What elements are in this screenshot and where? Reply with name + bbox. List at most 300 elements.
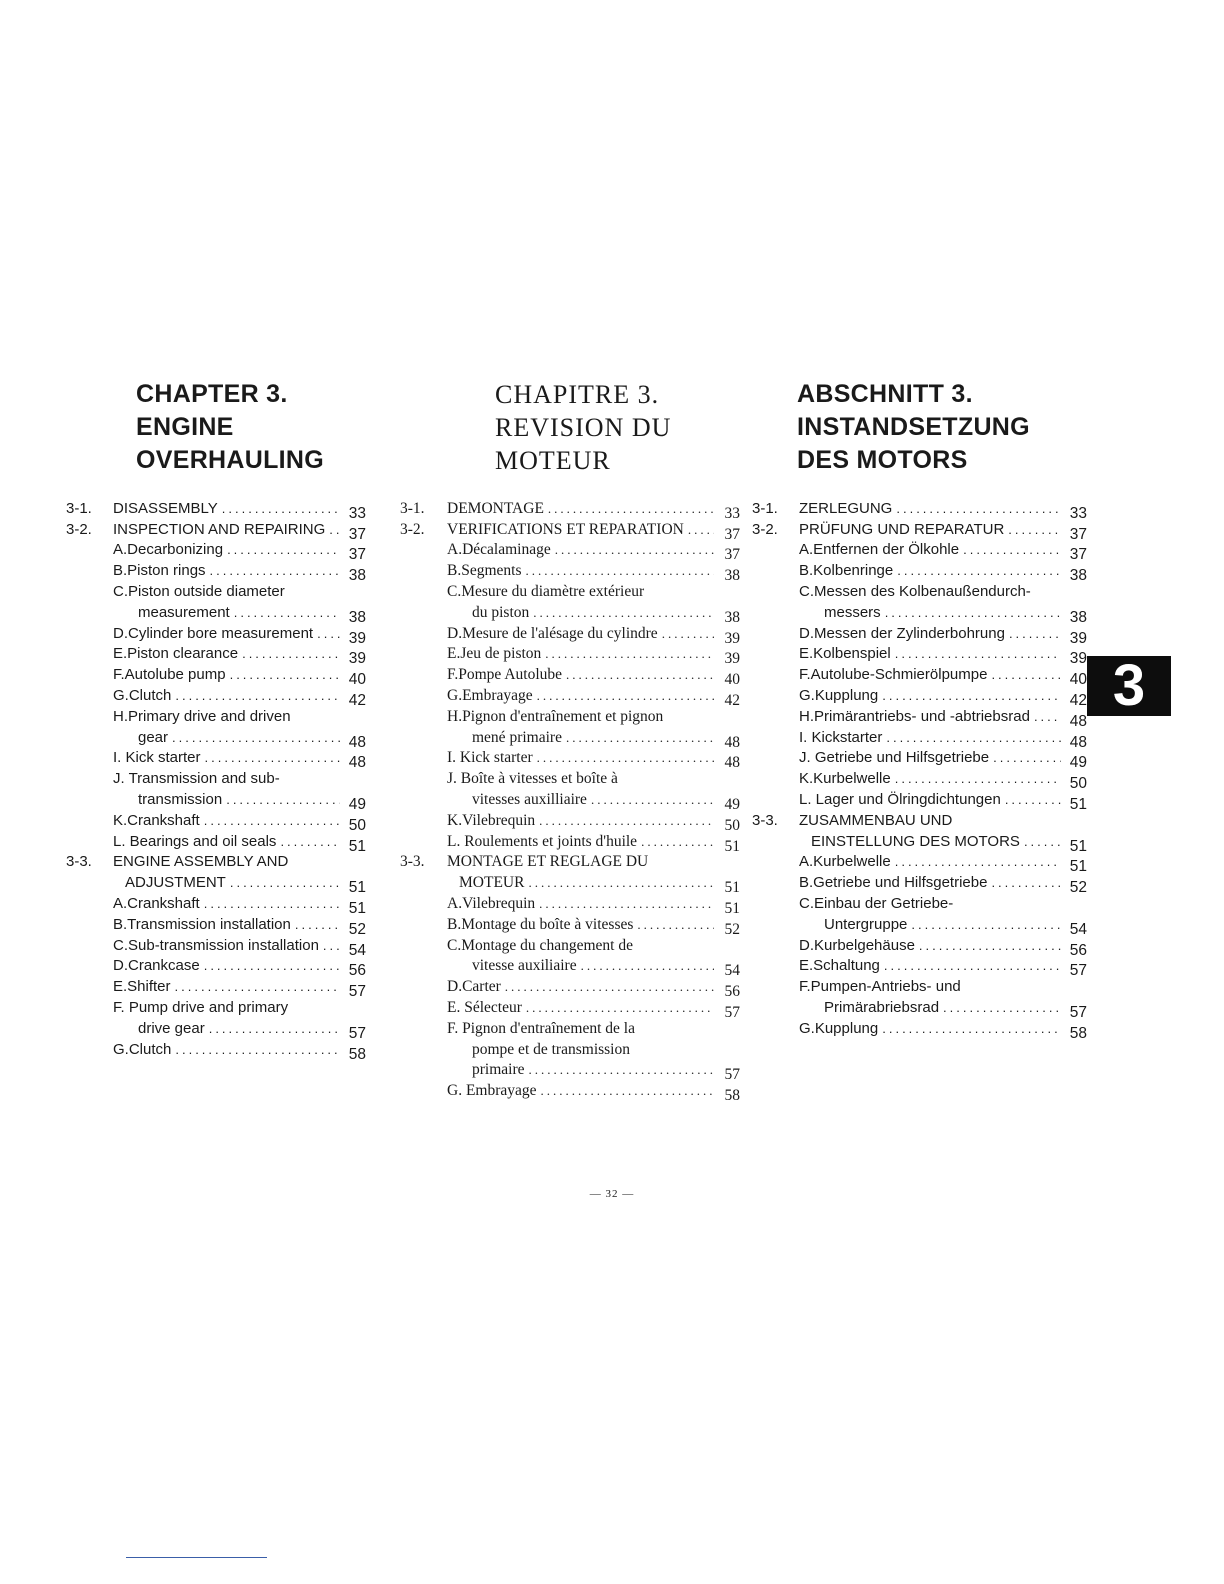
- dot-leader: [204, 957, 340, 975]
- toc-entry: [400, 871, 740, 897]
- dot-leader: [993, 749, 1061, 767]
- entry-title: ADJUSTMENT: [125, 874, 226, 892]
- toc-entry: [66, 851, 366, 872]
- dot-leader: [230, 874, 340, 892]
- page-ref: 39: [1069, 629, 1087, 647]
- entry-title: ZUSAMMENBAU UND: [799, 811, 953, 829]
- dot-leader: [280, 833, 340, 851]
- dot-leader: [541, 1082, 714, 1100]
- dot-leader: [895, 645, 1061, 663]
- page-ref: 48: [724, 754, 740, 772]
- entry-title: D.Kurbelgehäuse: [799, 936, 915, 954]
- toc-entry: [400, 705, 740, 726]
- page-ref: 38: [348, 567, 366, 585]
- toc-entry: [400, 518, 740, 543]
- page-ref: 54: [348, 941, 366, 959]
- dot-leader: [205, 749, 340, 767]
- toc-entry: [400, 747, 740, 772]
- dot-leader: [242, 645, 340, 663]
- dot-leader: [539, 812, 714, 830]
- page-ref: 37: [348, 525, 366, 543]
- toc-entry: [66, 518, 366, 543]
- page-ref: 39: [724, 629, 740, 647]
- dot-leader: [539, 895, 714, 913]
- entry-title: F.Pumpen-Antriebs- und: [799, 978, 961, 996]
- dot-leader: [317, 625, 340, 643]
- toc-entry: [400, 539, 740, 564]
- page-ref: 40: [1069, 671, 1087, 689]
- toc-entry: [66, 643, 366, 668]
- entry-title: G. Embrayage: [447, 1082, 537, 1100]
- dot-leader: [895, 853, 1061, 871]
- entry-title: I. Kick starter: [113, 749, 201, 767]
- chapter-title-english: CHAPTER 3. ENGINE OVERHAULING: [136, 380, 325, 474]
- toc-entry: [400, 622, 740, 647]
- entry-title: DISASSEMBLY: [113, 499, 218, 517]
- entry-title: vitesse auxiliaire: [472, 957, 577, 975]
- page-ref: 57: [348, 1024, 366, 1042]
- footer-rule: [126, 1557, 267, 1558]
- dot-leader: [537, 749, 714, 767]
- entry-title: C.Messen des Kolbenaußendurch-: [799, 582, 1031, 600]
- entry-title: D.Cylinder bore measurement: [113, 624, 314, 642]
- entry-title: MONTAGE ET REGLAGE DU: [447, 853, 649, 871]
- dot-leader: [919, 937, 1061, 955]
- dot-leader: [1024, 833, 1061, 851]
- entry-title: pompe et de transmission: [472, 1040, 630, 1058]
- page-ref: 33: [348, 504, 366, 522]
- dot-leader: [222, 500, 340, 518]
- toc-entry: [400, 788, 740, 813]
- toc-entry: [752, 559, 1087, 585]
- german-column: [752, 378, 1087, 1042]
- toc-entry: [66, 726, 366, 751]
- page-ref: 51: [1069, 858, 1087, 876]
- page-ref: 42: [348, 691, 366, 709]
- entry-title: EINSTELLUNG DES MOTORS: [811, 832, 1020, 850]
- dot-leader: [545, 645, 714, 663]
- toc-entry: [66, 871, 366, 897]
- toc-entry: [752, 497, 1087, 522]
- entry-title: mené primaire: [472, 728, 562, 746]
- toc-entry: [752, 809, 1087, 830]
- toc-entry: [400, 767, 740, 788]
- dot-leader: [581, 957, 714, 975]
- page-ref: 37: [1069, 546, 1087, 564]
- toc-entry: [752, 934, 1087, 959]
- toc-entry: [400, 1079, 740, 1105]
- entry-title: B.Segments: [447, 562, 522, 580]
- toc-entry: [66, 559, 366, 585]
- toc-entry: [752, 975, 1087, 996]
- dot-leader: [227, 541, 340, 559]
- entry-title: K.Vilebrequin: [447, 811, 536, 829]
- section-number: 3-1.: [400, 499, 425, 517]
- page-ref: 51: [724, 899, 740, 917]
- dot-leader: [885, 604, 1061, 622]
- page-ref: 50: [1069, 775, 1087, 793]
- page-ref: 48: [1069, 733, 1087, 751]
- section-number: 3-2.: [400, 520, 425, 538]
- toc-entry: [752, 643, 1087, 668]
- entry-title: E.Piston clearance: [113, 645, 239, 663]
- page-ref: 42: [724, 691, 740, 709]
- dot-leader: [230, 666, 340, 684]
- page-ref: 49: [724, 795, 740, 813]
- toc-entry: [400, 1038, 740, 1059]
- toc-entry: [400, 934, 740, 955]
- page-ref: 57: [724, 1003, 740, 1021]
- dot-leader: [991, 874, 1061, 892]
- entry-title: B.Transmission installation: [113, 915, 291, 933]
- page-ref: 54: [724, 962, 740, 980]
- toc-entry: [400, 663, 740, 689]
- page-ref: 58: [348, 1045, 366, 1063]
- page-ref: 48: [724, 733, 740, 751]
- page-ref: 38: [1069, 608, 1087, 626]
- entry-title: G.Kupplung: [799, 686, 879, 704]
- toc-list-english: [66, 497, 366, 1063]
- entry-title: Primärabriebsrad: [824, 998, 940, 1016]
- page-ref: 58: [1069, 1024, 1087, 1042]
- entry-title: G.Embrayage: [447, 686, 533, 704]
- dot-leader: [591, 791, 714, 809]
- page-ref: 52: [724, 920, 740, 938]
- dot-leader: [175, 978, 340, 996]
- page-ref: 51: [724, 837, 740, 855]
- entry-title: du piston: [472, 603, 530, 621]
- toc-entry: [752, 622, 1087, 647]
- page-ref: 42: [1069, 691, 1087, 709]
- page-ref: 38: [1069, 567, 1087, 585]
- toc-entry: [66, 830, 366, 855]
- dot-leader: [566, 666, 714, 684]
- toc-entry: [400, 497, 740, 522]
- dot-leader: [963, 541, 1061, 559]
- entry-title: L. Bearings and oil seals: [113, 832, 277, 850]
- dot-leader: [943, 999, 1061, 1017]
- entry-title: INSPECTION AND REPAIRING: [113, 520, 326, 538]
- entry-title: C.Montage du changement de: [447, 936, 633, 954]
- toc-entry: [752, 726, 1087, 751]
- section-number: 3-1.: [752, 499, 778, 517]
- dot-leader: [548, 500, 714, 518]
- toc-entry: [752, 580, 1087, 601]
- entry-title: D.Mesure de l'alésage du cylindre: [447, 624, 658, 642]
- entry-title: D.Messen der Zylinderbohrung: [799, 624, 1005, 642]
- page-ref: 37: [348, 546, 366, 564]
- dot-leader: [210, 562, 340, 580]
- toc-entry: [400, 892, 740, 917]
- page-ref: 49: [348, 795, 366, 813]
- dot-leader: [641, 833, 714, 851]
- page-ref: 49: [1069, 754, 1087, 772]
- dot-leader: [886, 729, 1061, 747]
- toc-entry: [752, 684, 1087, 709]
- chapter-title-french: CHAPITRE 3. REVISION DU MOTEUR: [495, 380, 672, 475]
- entry-title: vitesses auxilliaire: [472, 790, 587, 808]
- page-ref: 52: [348, 920, 366, 938]
- toc-entry: [66, 996, 366, 1017]
- entry-title: B.Getriebe und Hilfsgetriebe: [799, 874, 988, 892]
- page-ref: 56: [348, 962, 366, 980]
- entry-title: C.Einbau der Getriebe-: [799, 894, 954, 912]
- entry-title: C.Mesure du diamètre extérieur: [447, 582, 645, 600]
- dot-leader: [882, 687, 1061, 705]
- page-ref: 57: [1069, 962, 1087, 980]
- french-column: [400, 378, 740, 1105]
- dot-leader: [896, 500, 1061, 518]
- toc-entry: [752, 1017, 1087, 1042]
- chapter-title-german: ABSCHNITT 3. INSTANDSETZUNG DES MOTORS: [797, 380, 1030, 474]
- entry-title: K.Kurbelwelle: [799, 770, 891, 788]
- dot-leader: [234, 604, 340, 622]
- section-number: 3-1.: [66, 499, 92, 517]
- entry-title: F. Pump drive and primary: [113, 998, 289, 1016]
- entry-title: E. Sélecteur: [447, 998, 522, 1016]
- toc-entry: [400, 580, 740, 601]
- dot-leader: [323, 937, 340, 955]
- toc-entry: [752, 663, 1087, 689]
- dot-leader: [226, 791, 340, 809]
- page-ref: 51: [348, 837, 366, 855]
- toc-entry: [400, 830, 740, 855]
- page-ref: 37: [724, 546, 740, 564]
- entry-title: I. Kickstarter: [799, 728, 883, 746]
- page-ref: 37: [1069, 525, 1087, 543]
- dot-leader: [204, 812, 340, 830]
- toc-entry: [752, 788, 1087, 813]
- toc-entry: [66, 497, 366, 522]
- entry-title: G.Kupplung: [799, 1019, 879, 1037]
- toc-entry: [66, 580, 366, 601]
- entry-title: F.Pompe Autolube: [447, 666, 563, 684]
- entry-title: E.Kolbenspiel: [799, 645, 891, 663]
- page-ref: 37: [724, 525, 740, 543]
- dot-leader: [295, 916, 340, 934]
- page-ref: 57: [348, 983, 366, 1001]
- page-ref: 38: [724, 608, 740, 626]
- entry-title: PRÜFUNG UND REPARATUR: [799, 520, 1005, 538]
- toc-entry: [752, 767, 1087, 793]
- dot-leader: [537, 687, 714, 705]
- page-ref: 50: [724, 816, 740, 834]
- entry-title: B.Montage du boîte à vitesses: [447, 915, 634, 933]
- toc-entry: [400, 1059, 740, 1084]
- page-ref: 50: [348, 816, 366, 834]
- entry-title: H.Pignon d'entraînement et pignon: [447, 707, 664, 725]
- page-ref: 39: [348, 629, 366, 647]
- page-ref: 51: [1069, 837, 1087, 855]
- english-column: [66, 378, 366, 1063]
- page-ref: 39: [348, 650, 366, 668]
- entry-title: ENGINE ASSEMBLY AND: [113, 853, 289, 871]
- entry-title: F.Autolube pump: [113, 666, 226, 684]
- page-ref: 57: [724, 1066, 740, 1084]
- entry-title: A.Vilebrequin: [447, 894, 536, 912]
- page-ref: 51: [348, 899, 366, 917]
- entry-title: E.Jeu de piston: [447, 645, 542, 663]
- toc-entry: [400, 996, 740, 1021]
- toc-entry: [752, 830, 1087, 855]
- dot-leader: [1009, 625, 1061, 643]
- entry-title: gear: [138, 728, 169, 746]
- section-number: 3-3.: [400, 853, 425, 871]
- dot-leader: [1005, 791, 1061, 809]
- entry-title: ZERLEGUNG: [799, 499, 893, 517]
- entry-title: E.Shifter: [113, 978, 171, 996]
- page-ref: 51: [348, 879, 366, 897]
- entry-title: Untergruppe: [824, 915, 908, 933]
- chapter-tab-marker: 3: [1087, 656, 1171, 716]
- dot-leader: [505, 978, 714, 996]
- toc-entry: [66, 705, 366, 726]
- toc-entry: [66, 767, 366, 788]
- toc-entry: [752, 747, 1087, 772]
- entry-title: L. Roulements et joints d'huile: [447, 832, 638, 850]
- toc-entry: [400, 601, 740, 626]
- page-ref: 40: [348, 671, 366, 689]
- toc-entry: [66, 601, 366, 626]
- dot-leader: [209, 1020, 340, 1038]
- toc-entry: [400, 684, 740, 709]
- entry-title: H.Primary drive and driven: [113, 707, 291, 725]
- entry-title: messers: [824, 603, 881, 621]
- toc-entry: [752, 892, 1087, 913]
- page-ref: 51: [724, 879, 740, 897]
- page-ref: 56: [724, 983, 740, 1001]
- toc-list-french: [400, 497, 740, 1105]
- entry-title: F.Autolube-Schmierölpumpe: [799, 666, 988, 684]
- dot-leader: [533, 604, 714, 622]
- dot-leader: [204, 895, 340, 913]
- toc-entry: [400, 851, 740, 872]
- dot-leader: [895, 770, 1061, 788]
- toc-entry: [66, 1038, 366, 1063]
- dot-leader: [329, 521, 340, 539]
- page-ref: 39: [724, 650, 740, 668]
- section-number: 3-2.: [66, 520, 92, 538]
- entry-title: measurement: [138, 603, 230, 621]
- toc-entry: [752, 705, 1087, 730]
- page-ref: 38: [348, 608, 366, 626]
- toc-entry: [752, 871, 1087, 897]
- page-ref: 40: [724, 671, 740, 689]
- toc-entry: [66, 747, 366, 772]
- toc-entry: [66, 684, 366, 709]
- toc-entry: [66, 1017, 366, 1042]
- toc-entry: [66, 788, 366, 813]
- page-ref: 48: [348, 754, 366, 772]
- dot-leader: [688, 521, 714, 539]
- toc-entry: [752, 851, 1087, 876]
- section-number: 3-3.: [752, 811, 778, 829]
- dot-leader: [555, 541, 714, 559]
- page-number: — 32 —: [589, 1188, 635, 1200]
- page-ref: 33: [1069, 504, 1087, 522]
- entry-title: DEMONTAGE: [447, 499, 544, 517]
- toc-entry: [752, 518, 1087, 543]
- toc-entry: [400, 955, 740, 980]
- entry-title: I. Kick starter: [447, 749, 533, 767]
- entry-title: G.Clutch: [113, 1040, 172, 1058]
- dot-leader: [897, 562, 1061, 580]
- section-number: 3-3.: [66, 853, 92, 871]
- dot-leader: [566, 729, 714, 747]
- dot-leader: [882, 1020, 1061, 1038]
- dot-leader: [637, 916, 714, 934]
- entry-title: A.Entfernen der Ölkohle: [799, 541, 960, 559]
- entry-title: L. Lager und Ölringdichtungen: [799, 790, 1001, 808]
- entry-title: B.Piston rings: [113, 562, 206, 580]
- toc-entry: [400, 809, 740, 834]
- entry-title: J. Transmission and sub-: [113, 770, 280, 788]
- toc-entry: [400, 913, 740, 938]
- entry-title: A.Decarbonizing: [113, 541, 224, 559]
- page-ref: 38: [724, 567, 740, 585]
- toc-entry: [66, 809, 366, 834]
- entry-title: A.Décalaminage: [447, 541, 551, 559]
- entry-title: A.Kurbelwelle: [799, 853, 891, 871]
- toc-entry: [400, 559, 740, 585]
- entry-title: primaire: [472, 1061, 525, 1079]
- toc-entry: [400, 975, 740, 1001]
- page-ref: 48: [1069, 712, 1087, 730]
- entry-title: H.Primärantriebs- und -abtriebsrad: [799, 707, 1030, 725]
- toc-list-german: [752, 497, 1087, 1042]
- toc-entry: [66, 622, 366, 647]
- entry-title: K.Crankshaft: [113, 811, 200, 829]
- entry-title: D.Carter: [447, 978, 501, 996]
- dot-leader: [884, 957, 1061, 975]
- toc-entry: [752, 996, 1087, 1021]
- entry-title: G.Clutch: [113, 686, 172, 704]
- entry-title: transmission: [138, 790, 223, 808]
- toc-entry: [400, 726, 740, 751]
- dot-leader: [662, 625, 714, 643]
- dot-leader: [528, 874, 714, 892]
- dot-leader: [1034, 708, 1061, 726]
- toc-entry: [752, 913, 1087, 938]
- toc-entry: [66, 892, 366, 917]
- page-ref: 57: [1069, 1003, 1087, 1021]
- entry-title: B.Kolbenringe: [799, 562, 894, 580]
- toc-entry: [752, 539, 1087, 564]
- page-ref: 48: [348, 733, 366, 751]
- page-ref: 33: [724, 504, 740, 522]
- entry-title: F. Pignon d'entraînement de la: [447, 1019, 635, 1037]
- dot-leader: [172, 729, 340, 747]
- entry-title: A.Crankshaft: [113, 894, 200, 912]
- page-ref: 39: [1069, 650, 1087, 668]
- entry-title: C.Sub-transmission installation: [113, 936, 319, 954]
- entry-title: C.Piston outside diameter: [113, 582, 285, 600]
- dot-leader: [526, 999, 714, 1017]
- dot-leader: [175, 1041, 340, 1059]
- dot-leader: [526, 562, 715, 580]
- page-ref: 54: [1069, 920, 1087, 938]
- dot-leader: [529, 1061, 714, 1079]
- dot-leader: [175, 687, 340, 705]
- page-ref: 51: [1069, 795, 1087, 813]
- entry-title: D.Crankcase: [113, 957, 200, 975]
- page-ref: 56: [1069, 941, 1087, 959]
- toc-entry: [66, 913, 366, 938]
- toc-entry: [66, 975, 366, 1001]
- entry-title: drive gear: [138, 1019, 205, 1037]
- entry-title: MOTEUR: [459, 874, 525, 892]
- toc-entry: [400, 1017, 740, 1038]
